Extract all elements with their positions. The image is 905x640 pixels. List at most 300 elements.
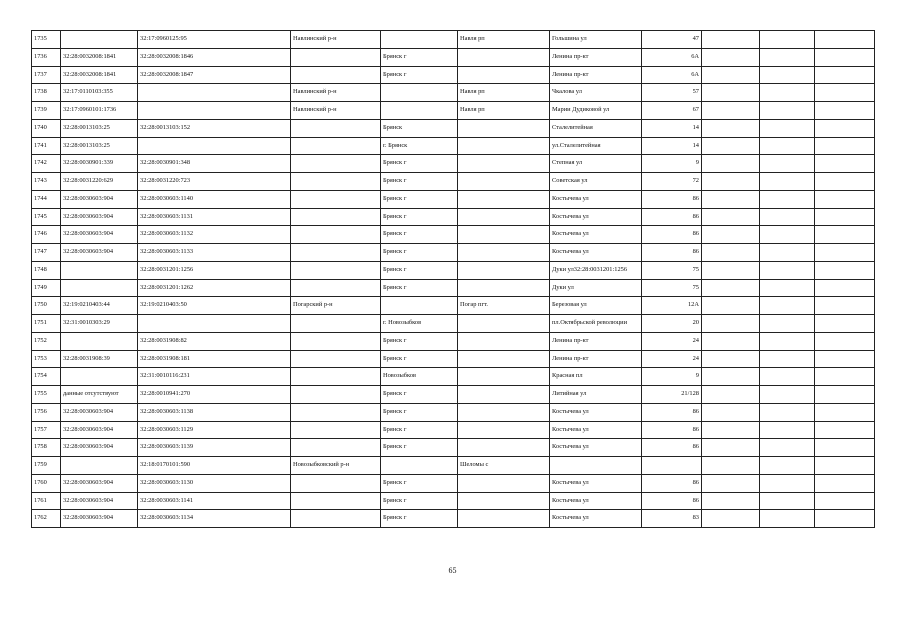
empty-cell xyxy=(702,474,760,492)
house-number-cell: 47 xyxy=(642,31,702,49)
cadastral-number-cell: 32:28:0030603:1130 xyxy=(138,474,291,492)
cadastral-number-cell: 32:28:0030603:1139 xyxy=(138,439,291,457)
empty-cell xyxy=(702,208,760,226)
empty-cell xyxy=(760,190,815,208)
empty-cell xyxy=(702,279,760,297)
row-number-cell: 1749 xyxy=(32,279,61,297)
row-number-cell: 1739 xyxy=(32,102,61,120)
parent-cadastral-number-cell xyxy=(61,279,138,297)
district-cell: Навлинский р-н xyxy=(291,102,381,120)
table-row xyxy=(32,457,875,475)
row-number-cell: 1735 xyxy=(32,31,61,49)
cadastral-number-cell: 32:28:0030603:1132 xyxy=(138,226,291,244)
house-number-cell: 21/128 xyxy=(642,386,702,404)
street-cell: Сталелитейная xyxy=(550,119,642,137)
district-cell xyxy=(291,510,381,528)
street-cell: Дуки ул xyxy=(550,279,642,297)
row-number-cell: 1740 xyxy=(32,119,61,137)
row-number-cell: 1758 xyxy=(32,439,61,457)
settlement-cell xyxy=(458,226,550,244)
house-number-cell: 86 xyxy=(642,226,702,244)
city-cell xyxy=(381,31,458,49)
city-cell: Брянск г xyxy=(381,208,458,226)
empty-cell xyxy=(815,474,875,492)
parent-cadastral-number-cell: 32:28:0030603:904 xyxy=(61,421,138,439)
table-row xyxy=(32,119,875,137)
district-cell: Навлинский р-н xyxy=(291,31,381,49)
city-cell: г. Новозыбков xyxy=(381,315,458,333)
house-number-cell: 6А xyxy=(642,66,702,84)
parent-cadastral-number-cell: 32:28:0030603:904 xyxy=(61,208,138,226)
settlement-cell xyxy=(458,510,550,528)
parent-cadastral-number-cell: 32:28:0031220:629 xyxy=(61,173,138,191)
settlement-cell: Шеломы с xyxy=(458,457,550,475)
parent-cadastral-number-cell: данные отсутствуют xyxy=(61,386,138,404)
table-row xyxy=(32,297,875,315)
empty-cell xyxy=(702,102,760,120)
empty-cell xyxy=(760,279,815,297)
district-cell: Навлинский р-н xyxy=(291,84,381,102)
cadastral-number-cell: 32:28:0031908:181 xyxy=(138,350,291,368)
empty-cell xyxy=(760,510,815,528)
empty-cell xyxy=(815,403,875,421)
street-cell: Степная ул xyxy=(550,155,642,173)
settlement-cell xyxy=(458,421,550,439)
district-cell xyxy=(291,421,381,439)
empty-cell xyxy=(702,457,760,475)
parent-cadastral-number-cell: 32:17:0110103:355 xyxy=(61,84,138,102)
district-cell xyxy=(291,244,381,262)
settlement-cell xyxy=(458,368,550,386)
parent-cadastral-number-cell xyxy=(61,368,138,386)
house-number-cell: 9 xyxy=(642,155,702,173)
street-cell: Красная пл xyxy=(550,368,642,386)
district-cell xyxy=(291,190,381,208)
street-cell: ул.Сталелитейная xyxy=(550,137,642,155)
empty-cell xyxy=(815,386,875,404)
table-row xyxy=(32,474,875,492)
empty-cell xyxy=(760,226,815,244)
street-cell: Ленина пр-кт xyxy=(550,350,642,368)
district-cell xyxy=(291,386,381,404)
table-row xyxy=(32,421,875,439)
settlement-cell xyxy=(458,261,550,279)
settlement-cell xyxy=(458,66,550,84)
cadastral-number-cell: 32:28:0030603:1141 xyxy=(138,492,291,510)
settlement-cell xyxy=(458,244,550,262)
district-cell xyxy=(291,48,381,66)
empty-cell xyxy=(815,350,875,368)
street-cell: пл.Октябрьской революции xyxy=(550,315,642,333)
empty-cell xyxy=(815,332,875,350)
empty-cell xyxy=(760,244,815,262)
cadastral-number-cell: 32:28:0031220:723 xyxy=(138,173,291,191)
city-cell: Брянск г xyxy=(381,439,458,457)
settlement-cell xyxy=(458,279,550,297)
street-cell: Костычева ул xyxy=(550,474,642,492)
cadastral-number-cell: 32:28:0031201:1256 xyxy=(138,261,291,279)
empty-cell xyxy=(815,297,875,315)
district-cell xyxy=(291,66,381,84)
row-number-cell: 1757 xyxy=(32,421,61,439)
cadastral-number-cell xyxy=(138,84,291,102)
row-number-cell: 1760 xyxy=(32,474,61,492)
table-row xyxy=(32,84,875,102)
row-number-cell: 1750 xyxy=(32,297,61,315)
row-number-cell: 1736 xyxy=(32,48,61,66)
parent-cadastral-number-cell xyxy=(61,457,138,475)
empty-cell xyxy=(702,386,760,404)
street-cell: Гольшина ул xyxy=(550,31,642,49)
street-cell: Советская ул xyxy=(550,173,642,191)
empty-cell xyxy=(702,492,760,510)
city-cell: г. Брянск xyxy=(381,137,458,155)
cadastral-number-cell: 32:19:0210403:50 xyxy=(138,297,291,315)
house-number-cell: 86 xyxy=(642,190,702,208)
empty-cell xyxy=(815,137,875,155)
parent-cadastral-number-cell: 32:31:0010303:29 xyxy=(61,315,138,333)
empty-cell xyxy=(815,244,875,262)
city-cell xyxy=(381,297,458,315)
settlement-cell xyxy=(458,403,550,421)
table-row xyxy=(32,386,875,404)
house-number-cell: 9 xyxy=(642,368,702,386)
district-cell: Погарский р-н xyxy=(291,297,381,315)
cadastral-number-cell xyxy=(138,315,291,333)
table-row xyxy=(32,261,875,279)
empty-cell xyxy=(760,492,815,510)
city-cell: Брянск г xyxy=(381,403,458,421)
district-cell xyxy=(291,492,381,510)
empty-cell xyxy=(702,48,760,66)
empty-cell xyxy=(815,190,875,208)
settlement-cell xyxy=(458,439,550,457)
cadastral-number-cell: 32:28:0030603:1133 xyxy=(138,244,291,262)
row-number-cell: 1754 xyxy=(32,368,61,386)
row-number-cell: 1737 xyxy=(32,66,61,84)
city-cell: Брянск г xyxy=(381,510,458,528)
street-cell: Костычева ул xyxy=(550,492,642,510)
table-row xyxy=(32,173,875,191)
parent-cadastral-number-cell: 32:28:0030603:904 xyxy=(61,474,138,492)
cadastral-number-cell: 32:28:0032008:1846 xyxy=(138,48,291,66)
settlement-cell xyxy=(458,119,550,137)
district-cell xyxy=(291,208,381,226)
city-cell: Брянск г xyxy=(381,421,458,439)
parent-cadastral-number-cell: 32:28:0032008:1841 xyxy=(61,66,138,84)
table-row xyxy=(32,208,875,226)
cadastral-number-cell: 32:18:0170101:590 xyxy=(138,457,291,475)
cadastral-number-cell: 32:28:0030603:1140 xyxy=(138,190,291,208)
district-cell xyxy=(291,474,381,492)
empty-cell xyxy=(760,66,815,84)
empty-cell xyxy=(815,226,875,244)
house-number-cell: 83 xyxy=(642,510,702,528)
cadastral-number-cell: 32:28:0032008:1847 xyxy=(138,66,291,84)
empty-cell xyxy=(760,439,815,457)
street-cell xyxy=(550,457,642,475)
city-cell: Брянск г xyxy=(381,492,458,510)
parent-cadastral-number-cell: 32:28:0030901:339 xyxy=(61,155,138,173)
house-number-cell: 75 xyxy=(642,279,702,297)
table-row xyxy=(32,102,875,120)
empty-cell xyxy=(702,155,760,173)
house-number-cell xyxy=(642,457,702,475)
empty-cell xyxy=(702,439,760,457)
district-cell xyxy=(291,261,381,279)
empty-cell xyxy=(815,368,875,386)
house-number-cell: 72 xyxy=(642,173,702,191)
parent-cadastral-number-cell xyxy=(61,261,138,279)
house-number-cell: 20 xyxy=(642,315,702,333)
city-cell xyxy=(381,102,458,120)
settlement-cell xyxy=(458,315,550,333)
empty-cell xyxy=(760,421,815,439)
row-number-cell: 1755 xyxy=(32,386,61,404)
empty-cell xyxy=(760,457,815,475)
district-cell xyxy=(291,279,381,297)
cadastral-number-cell xyxy=(138,102,291,120)
cadastral-number-cell: 32:28:0030603:1138 xyxy=(138,403,291,421)
house-number-cell: 67 xyxy=(642,102,702,120)
row-number-cell: 1743 xyxy=(32,173,61,191)
parent-cadastral-number-cell: 32:28:0032008:1841 xyxy=(61,48,138,66)
cadastral-number-cell: 32:28:0030901:348 xyxy=(138,155,291,173)
house-number-cell: 86 xyxy=(642,439,702,457)
house-number-cell: 86 xyxy=(642,421,702,439)
house-number-cell: 6А xyxy=(642,48,702,66)
cadastral-number-cell: 32:28:0030603:1131 xyxy=(138,208,291,226)
empty-cell xyxy=(702,244,760,262)
cadastral-number-cell: 32:28:0013103:152 xyxy=(138,119,291,137)
empty-cell xyxy=(702,297,760,315)
row-number-cell: 1759 xyxy=(32,457,61,475)
cadastral-number-cell: 32:17:0960125:95 xyxy=(138,31,291,49)
empty-cell xyxy=(815,102,875,120)
empty-cell xyxy=(760,261,815,279)
empty-cell xyxy=(702,190,760,208)
district-cell xyxy=(291,350,381,368)
empty-cell xyxy=(702,421,760,439)
street-cell: Костычева ул xyxy=(550,403,642,421)
row-number-cell: 1745 xyxy=(32,208,61,226)
district-cell xyxy=(291,368,381,386)
empty-cell xyxy=(702,315,760,333)
table-row xyxy=(32,137,875,155)
row-number-cell: 1747 xyxy=(32,244,61,262)
parent-cadastral-number-cell: 32:28:0030603:904 xyxy=(61,226,138,244)
table-row xyxy=(32,31,875,49)
city-cell: Брянск г xyxy=(381,350,458,368)
street-cell: Костычева ул xyxy=(550,244,642,262)
empty-cell xyxy=(702,226,760,244)
parent-cadastral-number-cell: 32:28:0030603:904 xyxy=(61,510,138,528)
empty-cell xyxy=(815,261,875,279)
empty-cell xyxy=(760,31,815,49)
table-row xyxy=(32,368,875,386)
city-cell: Брянск г xyxy=(381,155,458,173)
row-number-cell: 1748 xyxy=(32,261,61,279)
street-cell: Костычева ул xyxy=(550,439,642,457)
empty-cell xyxy=(760,350,815,368)
cadastral-number-cell: 32:28:0030603:1134 xyxy=(138,510,291,528)
city-cell: Новозыбков xyxy=(381,368,458,386)
empty-cell xyxy=(815,48,875,66)
empty-cell xyxy=(815,279,875,297)
row-number-cell: 1761 xyxy=(32,492,61,510)
street-cell: Костычева ул xyxy=(550,190,642,208)
page-number: 65 xyxy=(448,566,457,575)
street-cell: Ленина пр-кт xyxy=(550,66,642,84)
settlement-cell xyxy=(458,332,550,350)
table-row xyxy=(32,244,875,262)
settlement-cell xyxy=(458,48,550,66)
district-cell: Новозыбковский р-н xyxy=(291,457,381,475)
settlement-cell xyxy=(458,190,550,208)
row-number-cell: 1738 xyxy=(32,84,61,102)
district-cell xyxy=(291,137,381,155)
table-row xyxy=(32,492,875,510)
street-cell: Костычева ул xyxy=(550,510,642,528)
city-cell: Брянск xyxy=(381,119,458,137)
house-number-cell: 86 xyxy=(642,244,702,262)
empty-cell xyxy=(702,173,760,191)
district-cell xyxy=(291,155,381,173)
settlement-cell xyxy=(458,137,550,155)
empty-cell xyxy=(760,386,815,404)
house-number-cell: 86 xyxy=(642,403,702,421)
house-number-cell: 57 xyxy=(642,84,702,102)
empty-cell xyxy=(815,84,875,102)
street-cell: Ленина пр-кт xyxy=(550,332,642,350)
settlement-cell: Навля рп xyxy=(458,102,550,120)
house-number-cell: 24 xyxy=(642,332,702,350)
empty-cell xyxy=(702,137,760,155)
empty-cell xyxy=(815,315,875,333)
settlement-cell xyxy=(458,474,550,492)
parent-cadastral-number-cell xyxy=(61,332,138,350)
empty-cell xyxy=(702,403,760,421)
empty-cell xyxy=(702,350,760,368)
registry-table xyxy=(31,30,875,528)
house-number-cell: 14 xyxy=(642,137,702,155)
city-cell xyxy=(381,457,458,475)
parent-cadastral-number-cell: 32:19:0210403:44 xyxy=(61,297,138,315)
city-cell: Брянск г xyxy=(381,386,458,404)
settlement-cell xyxy=(458,155,550,173)
house-number-cell: 86 xyxy=(642,492,702,510)
house-number-cell: 12А xyxy=(642,297,702,315)
empty-cell xyxy=(760,315,815,333)
street-cell: Костычева ул xyxy=(550,208,642,226)
cadastral-number-cell: 32:28:0030603:1129 xyxy=(138,421,291,439)
table-row xyxy=(32,155,875,173)
row-number-cell: 1742 xyxy=(32,155,61,173)
district-cell xyxy=(291,315,381,333)
house-number-cell: 86 xyxy=(642,474,702,492)
city-cell: Брянск г xyxy=(381,474,458,492)
parent-cadastral-number-cell: 32:28:0013103:25 xyxy=(61,119,138,137)
parent-cadastral-number-cell: 32:28:0031908:39 xyxy=(61,350,138,368)
district-cell xyxy=(291,119,381,137)
city-cell: Брянск г xyxy=(381,279,458,297)
row-number-cell: 1744 xyxy=(32,190,61,208)
street-cell: Костычева ул xyxy=(550,421,642,439)
table-row xyxy=(32,510,875,528)
empty-cell xyxy=(760,403,815,421)
cadastral-number-cell: 32:28:0031201:1262 xyxy=(138,279,291,297)
empty-cell xyxy=(760,173,815,191)
table-row xyxy=(32,332,875,350)
city-cell: Брянск г xyxy=(381,332,458,350)
settlement-cell xyxy=(458,173,550,191)
empty-cell xyxy=(815,421,875,439)
cadastral-number-cell: 32:28:0010941:270 xyxy=(138,386,291,404)
empty-cell xyxy=(760,332,815,350)
settlement-cell xyxy=(458,350,550,368)
table-row xyxy=(32,439,875,457)
empty-cell xyxy=(760,297,815,315)
empty-cell xyxy=(702,84,760,102)
empty-cell xyxy=(815,173,875,191)
row-number-cell: 1753 xyxy=(32,350,61,368)
row-number-cell: 1752 xyxy=(32,332,61,350)
street-cell: Чкалова ул xyxy=(550,84,642,102)
registry-table-body xyxy=(32,31,875,528)
table-row xyxy=(32,279,875,297)
table-row xyxy=(32,350,875,368)
street-cell: Литийная ул xyxy=(550,386,642,404)
city-cell: Брянск г xyxy=(381,48,458,66)
table-row xyxy=(32,190,875,208)
parent-cadastral-number-cell: 32:28:0030603:904 xyxy=(61,439,138,457)
empty-cell xyxy=(702,368,760,386)
city-cell: Брянск г xyxy=(381,173,458,191)
empty-cell xyxy=(702,510,760,528)
empty-cell xyxy=(702,66,760,84)
settlement-cell xyxy=(458,386,550,404)
parent-cadastral-number-cell: 32:17:0960101:1736 xyxy=(61,102,138,120)
parent-cadastral-number-cell xyxy=(61,31,138,49)
city-cell: Брянск г xyxy=(381,261,458,279)
district-cell xyxy=(291,226,381,244)
table-row xyxy=(32,315,875,333)
table-row xyxy=(32,403,875,421)
street-cell: Ленина пр-кт xyxy=(550,48,642,66)
city-cell: Брянск г xyxy=(381,226,458,244)
settlement-cell xyxy=(458,208,550,226)
empty-cell xyxy=(815,457,875,475)
city-cell: Брянск г xyxy=(381,66,458,84)
row-number-cell: 1741 xyxy=(32,137,61,155)
empty-cell xyxy=(815,208,875,226)
empty-cell xyxy=(702,261,760,279)
empty-cell xyxy=(760,48,815,66)
row-number-cell: 1746 xyxy=(32,226,61,244)
table-row xyxy=(32,66,875,84)
settlement-cell: Навля рп xyxy=(458,31,550,49)
empty-cell xyxy=(815,492,875,510)
empty-cell xyxy=(815,439,875,457)
empty-cell xyxy=(702,31,760,49)
city-cell: Брянск г xyxy=(381,190,458,208)
street-cell: Марии Дудиковой ул xyxy=(550,102,642,120)
empty-cell xyxy=(702,332,760,350)
street-cell: Березовая ул xyxy=(550,297,642,315)
empty-cell xyxy=(760,368,815,386)
empty-cell xyxy=(702,119,760,137)
settlement-cell: Погар пгт. xyxy=(458,297,550,315)
